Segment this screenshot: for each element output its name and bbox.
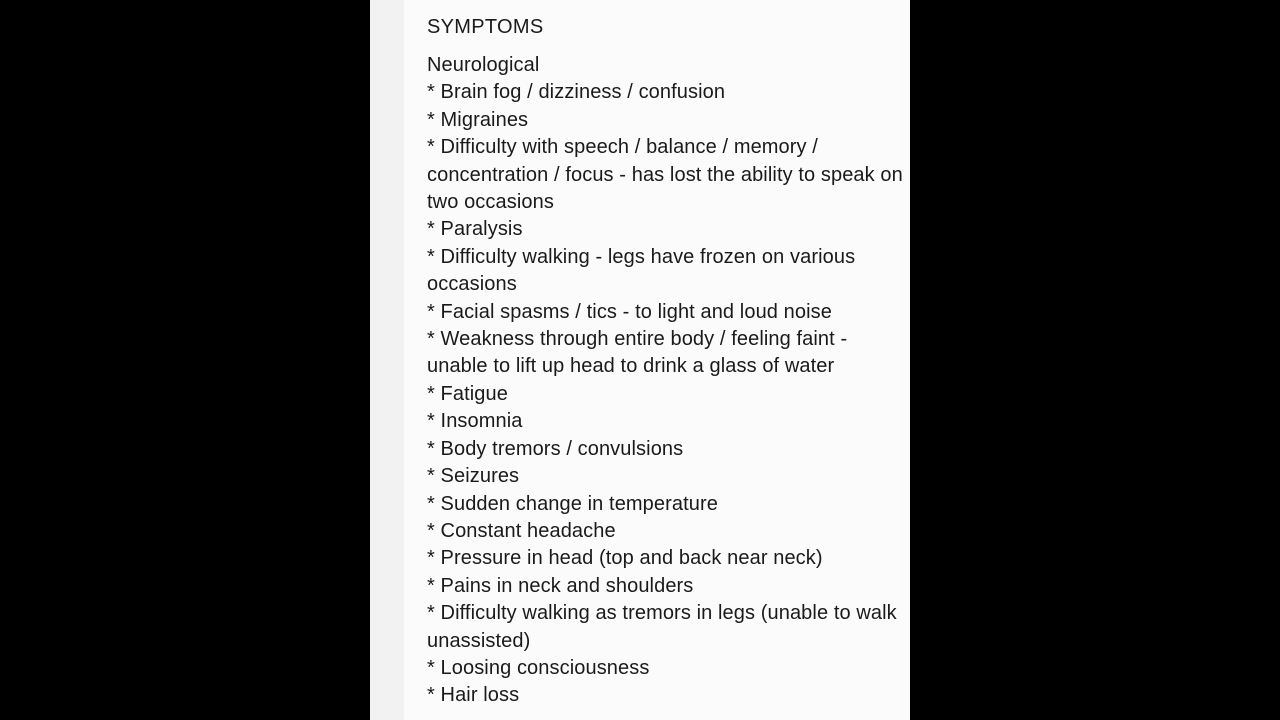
list-item: * Pressure in head (top and back near neck)	[427, 547, 823, 570]
document-content	[427, 14, 907, 710]
list-item: * Facial spasms / tics - to light and loud noise	[427, 300, 832, 323]
list-item: * Hair loss	[427, 684, 520, 707]
list-item: * Paralysis	[427, 218, 523, 241]
section-title-neurological: Neurological	[427, 54, 540, 76]
list-item: * Difficulty walking - legs have frozen on various occasions	[427, 245, 856, 296]
list-item: * Difficulty walking as tremors in legs (unable to walk unassisted)	[427, 602, 897, 652]
list-item: * Migraines	[427, 108, 529, 131]
list-item: * Pains in neck and shoulders	[427, 574, 694, 597]
list-item: * Brain fog / dizziness / confusion	[427, 81, 726, 104]
list-item: * Seizures	[427, 465, 520, 488]
page-margin	[370, 0, 404, 720]
list-item: * Difficulty with speech / balance / memory / concentration / focus - has lost the ability to speak on two occasions	[427, 136, 903, 214]
list-item: * Loosing consciousness	[427, 656, 650, 679]
document-frame	[370, 0, 910, 720]
list-item: * Fatigue	[427, 382, 508, 405]
list-item: * Sudden change in temperature	[427, 492, 718, 515]
document-heading: SYMPTOMS	[427, 16, 544, 38]
list-item: * Body tremors / convulsions	[427, 437, 684, 460]
list-item: * Constant headache	[427, 519, 616, 542]
list-item: * Insomnia	[427, 410, 523, 433]
list-item: * Weakness through entire body / feeling faint - unable to lift up head to drink a glass of water	[427, 328, 848, 378]
symptom-list	[427, 79, 907, 709]
